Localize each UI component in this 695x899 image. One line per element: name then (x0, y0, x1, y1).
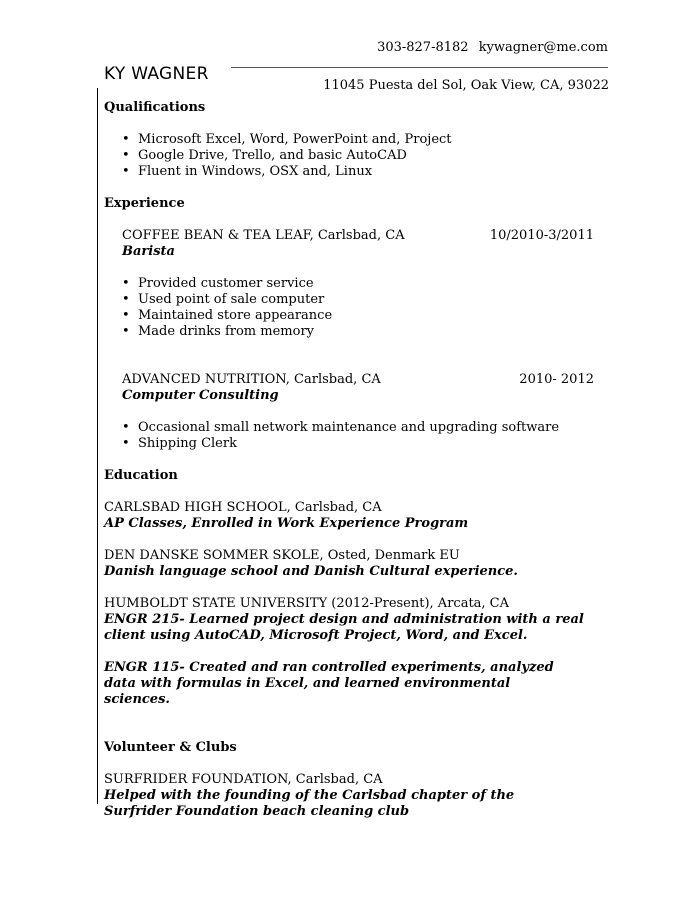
list-item: • Shipping Clerk (104, 436, 604, 452)
section-heading-volunteer: Volunteer & Clubs (104, 740, 237, 755)
section-heading-qualifications: Qualifications (104, 100, 206, 115)
list-item: • Fluent in Windows, OSX and, Linux (104, 164, 604, 180)
left-margin-rule (97, 88, 98, 804)
list-item: • Microsoft Excel, Word, PowerPoint and, Project (104, 132, 604, 148)
volunteer-org: SURFRIDER FOUNDATION, Carlsbad, CA (104, 772, 383, 787)
section-heading-experience: Experience (104, 196, 185, 211)
school-name: CARLSBAD HIGH SCHOOL, Carlsbad, CA (104, 500, 382, 515)
phone-number: 303-827-8182 (377, 40, 469, 55)
list-item: • Provided customer service (104, 276, 604, 292)
course-detail: ENGR 115- Created and ran controlled experiments, analyzed data with formulas in Excel, and learned environmental sciences. (104, 660, 554, 707)
education-entry (104, 500, 604, 532)
job-bullets (104, 276, 604, 340)
volunteer-detail: Helped with the founding of the Carlsbad chapter of the Surfrider Foundation beach cleaning club (104, 788, 515, 819)
volunteer-entry (104, 772, 604, 820)
list-item: • Made drinks from memory (104, 324, 604, 340)
header-rule (231, 67, 608, 68)
job-role: Computer Consulting (122, 388, 279, 403)
street-address: 11045 Puesta del Sol, Oak View, CA, 93022 (323, 78, 609, 93)
education-entry (104, 596, 604, 644)
contact-line (377, 40, 608, 55)
job-company: ADVANCED NUTRITION, Carlsbad, CA (122, 372, 381, 387)
list-item: • Occasional small network maintenance and upgrading software (104, 420, 604, 436)
list-item: • Google Drive, Trello, and basic AutoCAD (104, 148, 604, 164)
list-item: • Used point of sale computer (104, 292, 604, 308)
resume-name: KY WAGNER (104, 64, 209, 84)
section-heading-education: Education (104, 468, 178, 483)
email-address: kywagner@me.com (478, 40, 608, 55)
list-item: • Maintained store appearance (104, 308, 604, 324)
school-detail: AP Classes, Enrolled in Work Experience Program (104, 516, 469, 531)
job-entry (104, 372, 604, 404)
education-entry (104, 548, 604, 580)
school-name: HUMBOLDT STATE UNIVERSITY (2012-Present), Arcata, CA (104, 596, 510, 611)
job-dates: 2010- 2012 (519, 372, 594, 387)
school-detail: Danish language school and Danish Cultural experience. (104, 564, 518, 579)
school-detail: ENGR 215- Learned project design and administration with a real client using AutoCAD, Microsoft Project, Word, and Excel. (104, 612, 584, 643)
job-dates: 10/2010-3/2011 (489, 228, 594, 243)
school-name: DEN DANSKE SOMMER SKOLE, Osted, Denmark EU (104, 548, 460, 563)
qualifications-list (104, 132, 604, 180)
job-header (122, 372, 604, 388)
job-header (122, 228, 604, 244)
job-company: COFFEE BEAN & TEA LEAF, Carlsbad, CA (122, 228, 405, 243)
job-bullets (104, 420, 604, 452)
job-entry (104, 228, 604, 260)
job-role: Barista (122, 244, 175, 259)
resume-body (104, 100, 604, 820)
